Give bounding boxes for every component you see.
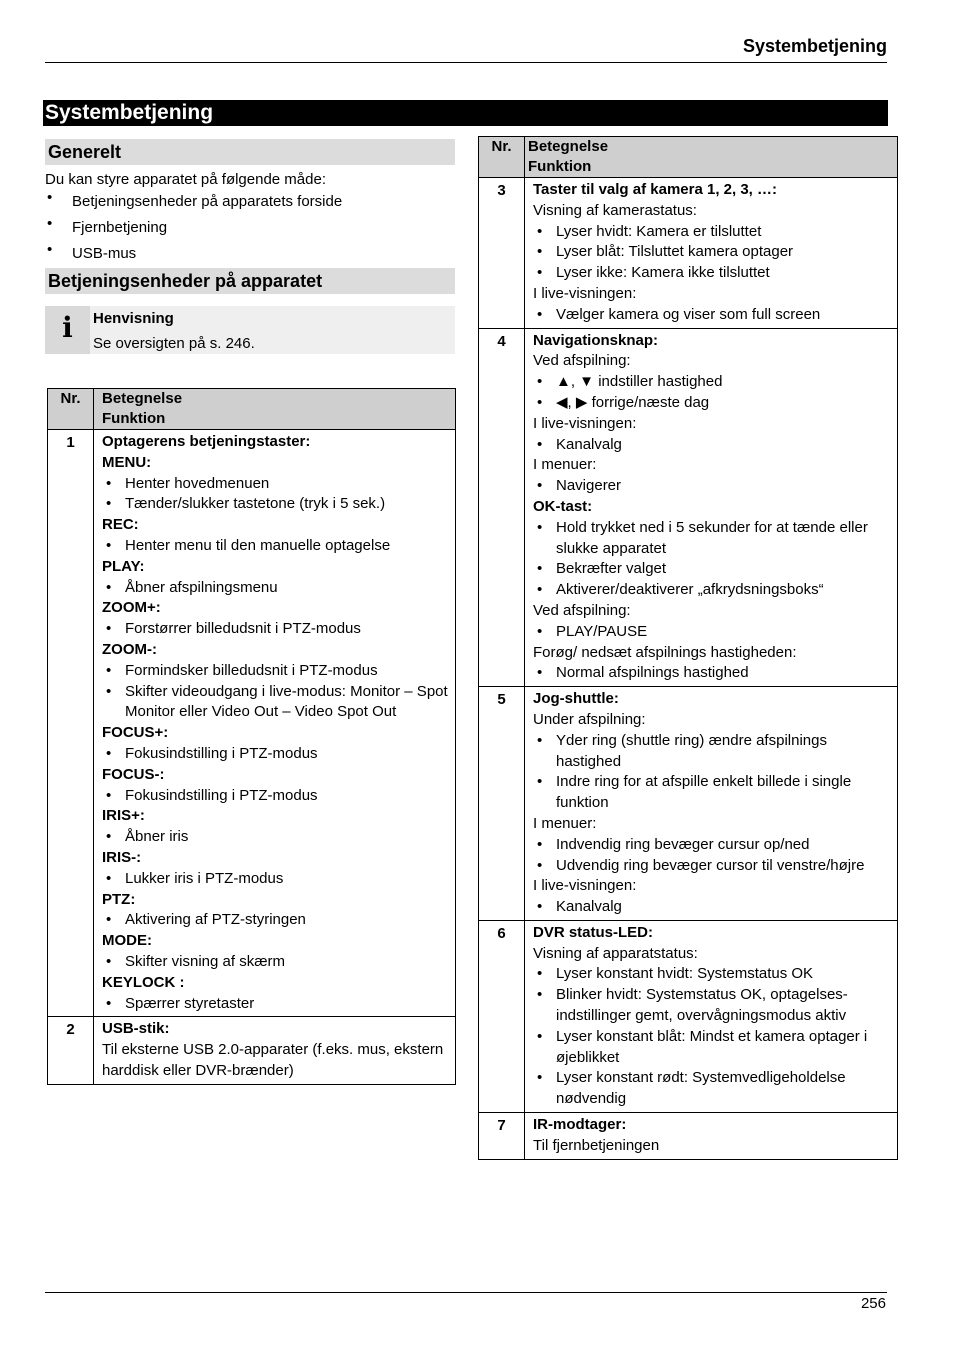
list-item: • Henter menu til den manuelle optagelse — [102, 536, 451, 557]
item-label: DVR status-LED: — [533, 923, 654, 941]
note-box — [45, 306, 455, 354]
item-label: REC: — [102, 516, 139, 534]
bullet-list — [533, 663, 893, 684]
list-item: • Lyser konstant rødt: Systemvedligeholdelse nødvendig — [533, 1068, 893, 1110]
list-item: • ◀, ▶ forrige/næste dag — [533, 393, 893, 414]
list-item: • Lyser konstant hvidt: Systemstatus OK — [533, 964, 893, 985]
item-text: Til eksterne USB 2.0-apparater (f.eks. mus, ekstern harddisk eller DVR-brænder) — [102, 1041, 444, 1079]
list-item: • Hold trykket ned i 5 sekunder for at tænde eller slukke apparatet — [533, 518, 893, 560]
row-number: 6 — [479, 920, 525, 1112]
item-label: IRIS-: — [102, 848, 142, 866]
row-content — [525, 920, 898, 1112]
bullet-list — [533, 731, 893, 814]
header-nr: Nr. — [479, 137, 525, 178]
table-row — [479, 687, 898, 921]
list-item: • Udvendig ring bevæger cursor til venstre/højre — [533, 856, 893, 877]
row-content — [525, 178, 898, 329]
table-row — [48, 430, 456, 1017]
list-item: • ▲, ▼ indstiller hastighed — [533, 372, 893, 393]
item-text: Ved afspilning: — [533, 601, 631, 619]
list-item: • Aktiverer/deaktiverer „afkrydsningsboks“ — [533, 580, 893, 601]
item-text: Til fjernbetjeningen — [533, 1136, 660, 1154]
item-text: Visning af apparatstatus: — [533, 944, 698, 962]
row-number: 3 — [479, 178, 525, 329]
list-item: • Aktivering af PTZ-styringen — [102, 910, 451, 931]
list-item: • Kanalvalg — [533, 435, 893, 456]
row-number: 2 — [48, 1017, 94, 1084]
header-funktion: Funktion — [102, 410, 166, 427]
row-number: 5 — [479, 687, 525, 921]
list-item: • Vælger kamera og viser som full screen — [533, 305, 893, 326]
item-label: OK-tast: — [533, 497, 593, 515]
row-number: 7 — [479, 1113, 525, 1160]
note-text: Se oversigten på s. 246. — [93, 335, 255, 352]
item-label: Optagerens betjeningstaster: — [102, 433, 311, 450]
list-item: • Fjernbetjening — [45, 215, 455, 241]
header-nr: Nr. — [48, 389, 94, 430]
bullet-list — [533, 622, 893, 643]
list-item: • Spærrer styretaster — [102, 994, 451, 1015]
header-label — [525, 137, 898, 178]
page-number: 256 — [860, 1295, 886, 1312]
bullet-list — [102, 827, 451, 848]
list-item: • Lukker iris i PTZ-modus — [102, 869, 451, 890]
bullet-list — [102, 994, 451, 1015]
list-item: • Skifter visning af skærm — [102, 952, 451, 973]
section-heading-betjeningsenheder: Betjeningsenheder på apparatet — [45, 268, 455, 294]
bullet-list — [533, 476, 893, 497]
item-label: Navigationsknap: — [533, 331, 659, 349]
bullet-list — [102, 910, 451, 931]
bullet-list — [533, 835, 893, 877]
item-text: I menuer: — [533, 456, 597, 474]
list-item: • Skifter videoudgang i live-modus: Monitor – Spot Monitor eller Video Out – Video Spot Out — [102, 682, 451, 724]
bullet-list — [102, 869, 451, 890]
item-label: IRIS+: — [102, 807, 145, 825]
bullet-list — [102, 536, 451, 557]
bullet-list — [533, 305, 893, 326]
row-content — [94, 430, 456, 1017]
item-label: KEYLOCK : — [102, 973, 185, 991]
list-item: • Lyser blåt: Tilsluttet kamera optager — [533, 242, 893, 263]
list-item: • Henter hovedmenuen — [102, 474, 451, 495]
table-row — [479, 328, 898, 687]
bullet-list — [102, 744, 451, 765]
list-item: • Lyser konstant blåt: Mindst et kamera optager i øjeblikket — [533, 1027, 893, 1069]
list-item: • USB-mus — [45, 241, 455, 267]
intro-text: Du kan styre apparatet på følgende måde: — [45, 171, 327, 188]
bullet-list — [102, 578, 451, 599]
note-title: Henvisning — [93, 310, 174, 327]
list-item: • Indre ring for at afspille enkelt billede i single funktion — [533, 772, 893, 814]
row-number: 4 — [479, 328, 525, 687]
info-icon: i — [45, 306, 90, 354]
item-label: ZOOM-: — [102, 640, 157, 658]
bullet-list — [102, 952, 451, 973]
bullet-list — [102, 474, 451, 516]
list-item: • Fokusindstilling i PTZ-modus — [102, 786, 451, 807]
list-item: • Åbner iris — [102, 827, 451, 848]
bullet-list — [533, 222, 893, 284]
item-label: FOCUS-: — [102, 765, 165, 783]
item-text: I live-visningen: — [533, 284, 637, 302]
bullet-list — [533, 435, 893, 456]
item-label: PLAY: — [102, 557, 145, 575]
bullet-list — [533, 964, 893, 1110]
row-content — [525, 328, 898, 687]
item-label: PTZ: — [102, 890, 136, 908]
table-row — [479, 920, 898, 1112]
list-item: • Forstørrer billedudsnit i PTZ-modus — [102, 619, 451, 640]
list-item: • Bekræfter valget — [533, 559, 893, 580]
row-content — [94, 1017, 456, 1084]
bullet-list — [102, 619, 451, 640]
item-label: Taster til valg af kamera 1, 2, 3, …: — [533, 181, 777, 198]
header-betegnelse: Betegnelse — [528, 138, 609, 155]
item-text: Forøg/ nedsæt afspilnings hastigheden: — [533, 643, 797, 661]
list-item: • PLAY/PAUSE — [533, 622, 893, 643]
header-funktion: Funktion — [528, 158, 592, 175]
item-label: Jog-shuttle: — [533, 690, 619, 708]
list-item: • Formindsker billedudsnit i PTZ-modus — [102, 661, 451, 682]
item-label: MODE: — [102, 932, 152, 950]
row-content — [525, 687, 898, 921]
bullet-list — [102, 661, 451, 723]
list-item: • Navigerer — [533, 476, 893, 497]
list-item: • Lyser hvidt: Kamera er tilsluttet — [533, 222, 893, 243]
item-label: IR-modtager: — [533, 1116, 627, 1134]
list-item: • Åbner afspilningsmenu — [102, 578, 451, 599]
item-label: FOCUS+: — [102, 724, 169, 742]
table-row — [479, 1113, 898, 1160]
list-item: • Lyser ikke: Kamera ikke tilsluttet — [533, 263, 893, 284]
item-label: ZOOM+: — [102, 599, 161, 617]
left-column — [45, 139, 455, 354]
item-label: USB-stik: — [102, 1020, 170, 1038]
list-item: • Fokusindstilling i PTZ-modus — [102, 744, 451, 765]
item-label: MENU: — [102, 453, 152, 471]
header-rule — [45, 62, 887, 63]
item-text: I live-visningen: — [533, 877, 637, 895]
controls-table-left — [47, 388, 456, 1085]
table-row — [48, 1017, 456, 1084]
table-row — [479, 178, 898, 329]
footer-rule — [45, 1292, 887, 1293]
item-text: I live-visningen: — [533, 414, 637, 432]
table-header-row — [48, 389, 456, 430]
item-text: I menuer: — [533, 814, 597, 832]
list-item: • Kanalvalg — [533, 897, 893, 918]
list-item: • Indvendig ring bevæger cursur op/ned — [533, 835, 893, 856]
controls-table-right — [478, 136, 898, 1160]
list-item: • Blinker hvidt: Systemstatus OK, optagelses-indstillinger gemt, overvågningsmodus aktiv — [533, 985, 893, 1027]
list-item: • Betjeningsenheder på apparatets forside — [45, 189, 455, 215]
bullet-list — [533, 897, 893, 918]
row-content — [525, 1113, 898, 1160]
bullet-list — [102, 786, 451, 807]
list-item: • Tænder/slukker tastetone (tryk i 5 sek.) — [102, 494, 451, 515]
row-number: 1 — [48, 430, 94, 1017]
control-methods-list — [45, 189, 455, 267]
list-item: • Yder ring (shuttle ring) ændre afspilnings hastighed — [533, 731, 893, 773]
running-header: Systembetjening — [742, 36, 887, 56]
chapter-title: Systembetjening — [43, 100, 888, 126]
table-header-row — [479, 137, 898, 178]
bullet-list — [533, 518, 893, 601]
item-text: Under afspilning: — [533, 710, 646, 728]
item-text: Ved afspilning: — [533, 352, 631, 370]
item-text: Visning af kamerastatus: — [533, 201, 697, 219]
list-item: • Normal afspilnings hastighed — [533, 663, 893, 684]
bullet-list — [533, 372, 893, 414]
header-betegnelse: Betegnelse — [102, 390, 183, 407]
header-label — [94, 389, 456, 430]
section-heading-generelt: Generelt — [45, 139, 455, 165]
